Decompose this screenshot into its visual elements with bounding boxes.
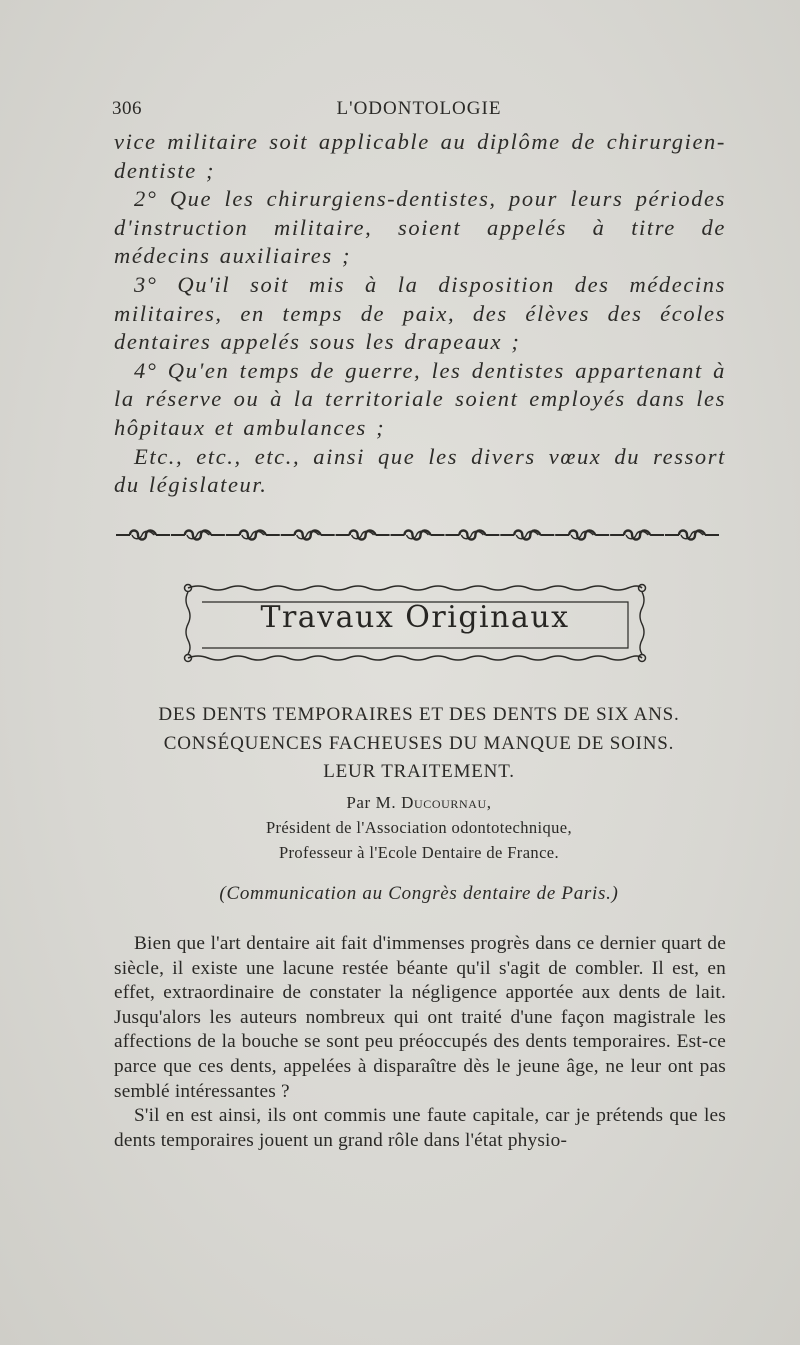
ornament-unit [445, 531, 499, 540]
ornamental-divider [116, 526, 720, 544]
article-title-line-1: DES DENTS TEMPORAIRES ET DES DENTS DE SIX ANS. [158, 704, 680, 725]
author-name: Ducournau, [401, 793, 492, 812]
author-byline [112, 793, 726, 813]
author-affiliation-2: Professeur à l'Ecole Dentaire de France. [278, 843, 560, 862]
ornament-unit [555, 531, 609, 540]
body-paragraph-2: S'il en est ainsi, ils ont commis une faute capitale, car je prétends que les dents temporaires jouent un grand rôle dans l'état physio- [114, 1105, 726, 1151]
ornament-unit [116, 531, 170, 540]
section-title: Travaux Originaux [260, 600, 570, 635]
ornament-unit [391, 531, 445, 540]
body-paragraph-1: Bien que l'art dentaire ait fait d'immenses progrès dans ce dernier quart de siècle, il existe une lacune restée béante qu'il s'agit de combler. Il est, en effet, extraordinaire de constater la négligence apportée aux dents de lait. Jusqu'alors les auteurs nombreux qui ont traité d'une façon magistrale les affections de la bouche se sont peu préoccupés des dents temporaires. Est-ce parce que ces dents, appelées à disparaître dès le jeune âge, ne leur ont pas semblé intéressantes ? [114, 933, 726, 1102]
communication-note: (Communication au Congrès dentaire de Paris.) [219, 883, 619, 904]
byline-prefix: Par M. [346, 793, 397, 812]
ornament-unit [336, 531, 390, 540]
page-header [112, 98, 726, 126]
page-number: 306 [112, 98, 142, 119]
ornament-unit [665, 531, 719, 540]
vow-item-2: 2° Que les chirurgiens-dentistes, pour leurs périodes d'instruction militaire, soient appelés à titre de médecins auxiliaires ; [114, 186, 726, 269]
ornament-unit [226, 531, 280, 540]
ornament-unit [281, 531, 335, 540]
article-body [114, 932, 726, 1153]
ornament-unit [171, 531, 225, 540]
article-title-line-3: LEUR TRAITEMENT. [323, 761, 515, 782]
ornament-unit [610, 531, 664, 540]
ornament-unit [500, 531, 554, 540]
vow-item-3: 3° Qu'il soit mis à la disposition des médecins militaires, en temps de paix, des élèves des écoles dentaires appelés sous les drapeaux ; [114, 271, 726, 355]
author-affiliation-1: Président de l'Association odontotechnique, [265, 818, 573, 837]
section-title-frame [180, 578, 650, 666]
article-title-line-2: CONSÉQUENCES FACHEUSES DU MANQUE DE SOINS. [163, 733, 675, 754]
vow-etc: Etc., etc., etc., ainsi que les divers vœux du ressort du législateur. [114, 443, 726, 498]
vow-continuation: vice militaire soit applicable au diplôme de chirurgien-dentiste ; [114, 129, 726, 183]
vow-item-4: 4° Qu'en temps de guerre, les dentistes appartenant à la réserve ou à la territoriale soient employés dans les hôpitaux et ambulances ; [114, 357, 726, 440]
vows-list [114, 128, 726, 500]
running-title: L'ODONTOLOGIE [336, 98, 502, 119]
